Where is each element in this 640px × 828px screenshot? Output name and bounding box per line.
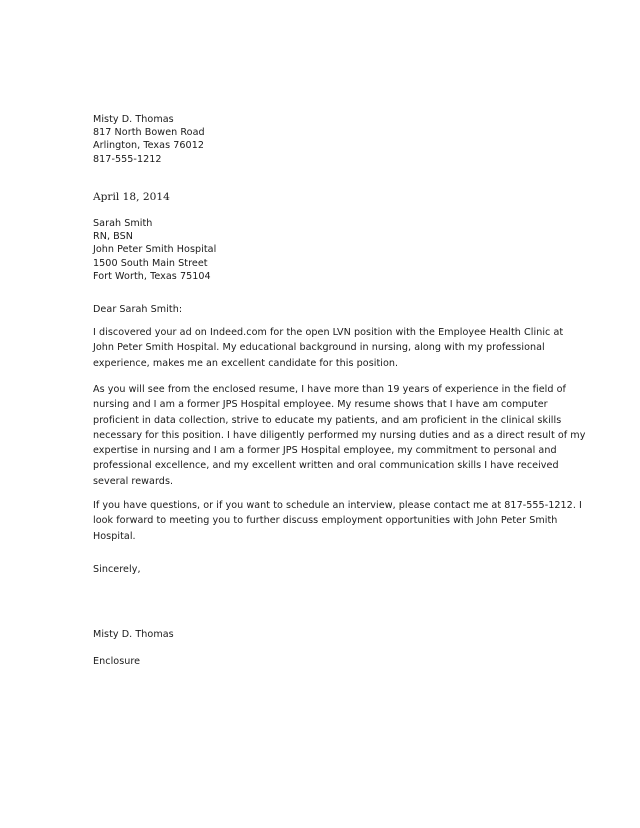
paragraph-line: As you will see from the enclosed resume, I have more than 19 years of experience in the field of [93, 384, 566, 395]
body-paragraph-1 [93, 325, 563, 371]
recipient-name: Sarah Smith [93, 218, 153, 229]
sender-name: Misty D. Thomas [93, 114, 174, 125]
salutation-text: Dear Sarah Smith: [93, 304, 183, 315]
enclosure-note [93, 655, 563, 668]
sender-street: 817 North Bowen Road [93, 127, 205, 139]
sender-address [93, 113, 563, 166]
signature-name: Misty D. Thomas [93, 629, 174, 640]
closing-text: Sincerely, [93, 564, 141, 575]
paragraph-line: professional excellence, and my excellent written and oral communication skills I have received [93, 460, 559, 472]
closing [93, 563, 563, 576]
paragraph-line: nursing and I am a former JPS Hospital employee. My resume shows that I have am computer [93, 399, 548, 411]
paragraph-line: John Peter Smith Hospital. My educational background in nursing, along with my professional [93, 342, 545, 354]
paragraph-line: look forward to meeting you to further discuss employment opportunities with John Peter Smith [93, 515, 558, 527]
signature-block [93, 628, 563, 641]
recipient-address [93, 217, 563, 283]
recipient-organization: John Peter Smith Hospital [93, 244, 217, 256]
enclosure-text: Enclosure [93, 656, 141, 667]
letter-date [93, 190, 563, 204]
paragraph-line: necessary for this position. I have diligently performed my nursing duties and as a direct result of my [93, 429, 586, 441]
paragraph-line: Hospital. [93, 530, 136, 542]
body-paragraph-3 [93, 498, 582, 544]
paragraph-line: experience, makes me an excellent candidate for this position. [93, 357, 399, 369]
recipient-street: 1500 South Main Street [93, 257, 208, 269]
sender-city-state-zip: Arlington, Texas 76012 [93, 140, 205, 152]
date-text: April 18, 2014 [93, 191, 170, 203]
body-paragraph-2 [93, 382, 586, 489]
sender-phone: 817-555-1212 [93, 153, 162, 165]
paragraph-line: I discovered your ad on Indeed.com for the open LVN position with the Employee Health Clinic at [93, 327, 564, 338]
recipient-city-state-zip: Fort Worth, Texas 75104 [93, 270, 211, 282]
recipient-title: RN, BSN [93, 231, 133, 243]
paragraph-line: expertise in nursing and I am a former JPS Hospital employee, my commitment to personal and [93, 445, 557, 457]
paragraph-line: If you have questions, or if you want to schedule an interview, please contact me at 817-555-1212. I [93, 500, 582, 511]
paragraph-line: proficient in data collection, strive to educate my patients, and am proficient in the clinical skills [93, 414, 562, 426]
paragraph-line: several rewards. [93, 475, 174, 487]
salutation [93, 303, 563, 316]
